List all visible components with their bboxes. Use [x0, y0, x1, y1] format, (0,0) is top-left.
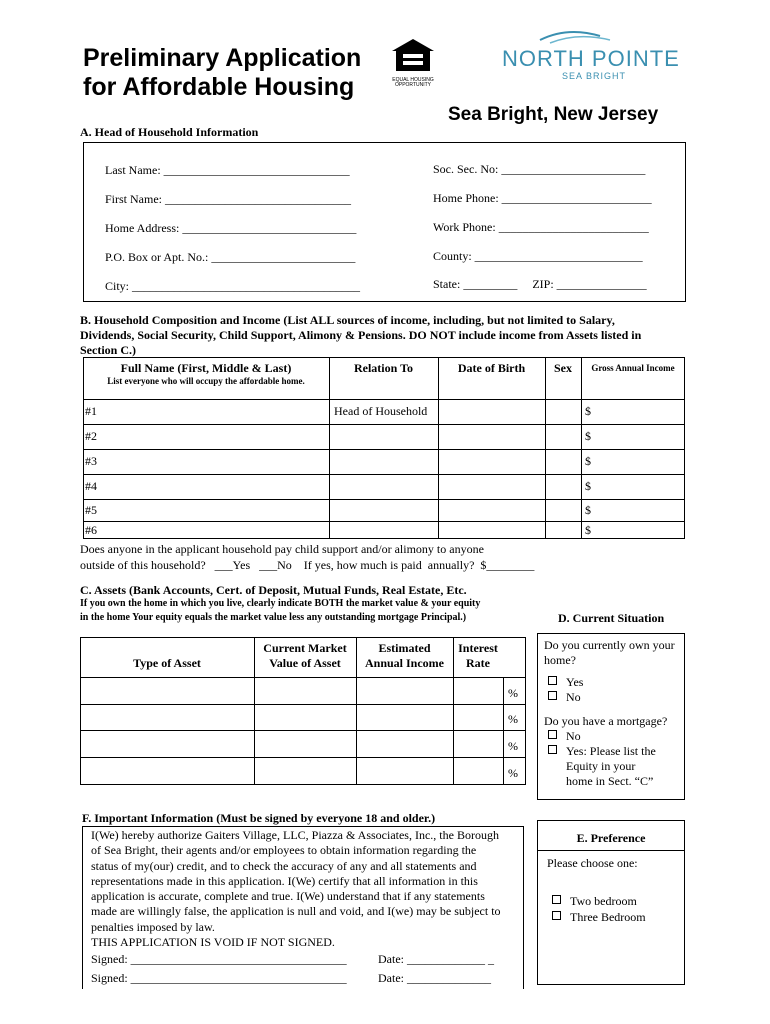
date-line-2[interactable]: Date: ______________: [378, 971, 491, 985]
row-income[interactable]: $: [585, 479, 591, 493]
mortgage-yes[interactable]: Yes: Please list the Equity in your home in Sect. “C”: [548, 744, 656, 789]
preference-prompt: Please choose one:: [547, 856, 638, 870]
row-num: #2: [85, 429, 97, 443]
section-d-title: D. Current Situation: [558, 611, 665, 625]
signature-line-2[interactable]: Signed: ____________________________________: [91, 971, 347, 985]
work-phone-field[interactable]: Work Phone: _________________________: [433, 220, 649, 234]
county-field[interactable]: County: ____________________________: [433, 249, 643, 263]
row-income[interactable]: $: [585, 503, 591, 517]
ssn-field[interactable]: Soc. Sec. No: ________________________: [433, 162, 646, 176]
col-annual-income: Estimated Annual Income: [364, 641, 444, 670]
col-dob: Date of Birth: [457, 361, 526, 375]
date-line-1[interactable]: Date: _____________ _: [378, 952, 494, 966]
current-situation-box: [537, 633, 685, 800]
section-e-title: E. Preference: [576, 831, 646, 845]
checkbox[interactable]: [548, 691, 557, 700]
own-home-question: Do you currently own your home?: [544, 638, 675, 667]
equal-housing-logo: EQUAL HOUSING OPPORTUNITY: [388, 37, 438, 88]
location-heading: Sea Bright, New Jersey: [448, 104, 659, 125]
section-b-title: B. Household Composition and Income (List ALL sources of income, including, but not limited to Salary, Dividends, Social Security, Child Support, Alimony & Pensions. DO NOT include income from Assets listed in Section C.): [80, 313, 642, 357]
row-relation: Head of Household: [334, 404, 428, 418]
row-income[interactable]: $: [585, 523, 591, 537]
col-full-name: Full Name (First, Middle & Last): [120, 361, 292, 375]
household-table: [83, 357, 685, 539]
option-two-bedroom[interactable]: Two bedroom: [552, 894, 637, 909]
section-a-title: A. Head of Household Information: [80, 125, 259, 139]
row-num: #3: [85, 454, 97, 468]
col-full-name-sub: List everyone who will occupy the affordable home.: [107, 376, 305, 386]
home-phone-field[interactable]: Home Phone: _________________________: [433, 191, 652, 205]
pct-sign: %: [508, 739, 518, 753]
section-c-title: C. Assets (Bank Accounts, Cert. of Deposit, Mutual Funds, Real Estate, Etc. If you own the home in which you live, clearly indicate BOTH the market value & your equity in the home Your equity equals the market value less any outstanding mortgage Principal.): [80, 583, 481, 623]
checkbox[interactable]: [548, 745, 557, 754]
checkbox[interactable]: [548, 676, 557, 685]
row-income[interactable]: $: [585, 404, 591, 418]
pct-sign: %: [508, 766, 518, 780]
pct-sign: %: [508, 686, 518, 700]
col-relation: Relation To: [353, 361, 413, 375]
north-pointe-logo: NORTH POINTE SEA BRIGHT: [500, 28, 650, 84]
own-home-no[interactable]: No: [548, 690, 581, 705]
section-f-title: F. Important Information (Must be signed by everyone 18 and older.): [82, 811, 436, 825]
col-interest-rate: Interest Rate: [458, 641, 498, 670]
mortgage-question: Do you have a mortgage?: [544, 714, 668, 728]
row-num: #1: [85, 404, 97, 418]
checkbox[interactable]: [552, 911, 561, 920]
support-question: Does anyone in the applicant household pay child support and/or alimony to anyone outside of this household? ___Yes ___No If yes, how much is paid annually? $________: [80, 542, 535, 572]
last-name-field[interactable]: Last Name: _______________________________: [105, 163, 350, 177]
state-zip-field[interactable]: State: _________ ZIP: _______________: [433, 277, 647, 291]
section-a-box: [83, 142, 686, 302]
row-num: #4: [85, 479, 97, 493]
pct-sign: %: [508, 712, 518, 726]
own-home-yes[interactable]: Yes: [548, 675, 583, 690]
first-name-field[interactable]: First Name: _______________________________: [105, 192, 351, 206]
col-income: Gross Annual Income: [591, 363, 675, 373]
checkbox[interactable]: [548, 730, 557, 739]
city-field[interactable]: City: ______________________________________: [105, 279, 361, 293]
row-income[interactable]: $: [585, 429, 591, 443]
col-asset-type: Type of Asset: [133, 656, 201, 670]
house-icon: [388, 37, 438, 73]
row-num: #6: [85, 523, 97, 537]
void-notice: THIS APPLICATION IS VOID IF NOT SIGNED.: [91, 935, 335, 950]
authorization-box: [82, 826, 524, 989]
preference-box: [537, 820, 685, 985]
option-three-bedroom[interactable]: Three Bedroom: [552, 910, 646, 925]
assets-table: [80, 637, 526, 785]
page-title: Preliminary Application for Affordable Housing: [83, 44, 362, 101]
col-sex: Sex: [554, 361, 572, 375]
authorization-text: I(We) hereby authorize Gaiters Village, LLC, Piazza & Associates, Inc., the Borough of Sea Bright, their agents and/or employees to obtain information regarding the status of my(our) credit, and to check the accuracy of any and all statements and representations made in this application. I(We) certify that all information in this application is accurate, complete and true. I(We) understand that if any statements made are willingly false, the application is null and void, and I(we) may be subject to penalties imposed by law. THIS APPLICATION IS VOID IF NOT SIGNED.: [91, 828, 523, 950]
po-box-field[interactable]: P.O. Box or Apt. No.: ________________________: [105, 250, 356, 264]
row-income[interactable]: $: [585, 454, 591, 468]
mortgage-no[interactable]: No: [548, 729, 581, 744]
signature-line-1[interactable]: Signed: ____________________________________: [91, 952, 347, 966]
row-num: #5: [85, 503, 97, 517]
checkbox[interactable]: [552, 895, 561, 904]
home-address-field[interactable]: Home Address: _____________________________: [105, 221, 357, 235]
col-market-value: Current Market Value of Asset: [263, 641, 347, 670]
wave-icon: [500, 28, 650, 48]
